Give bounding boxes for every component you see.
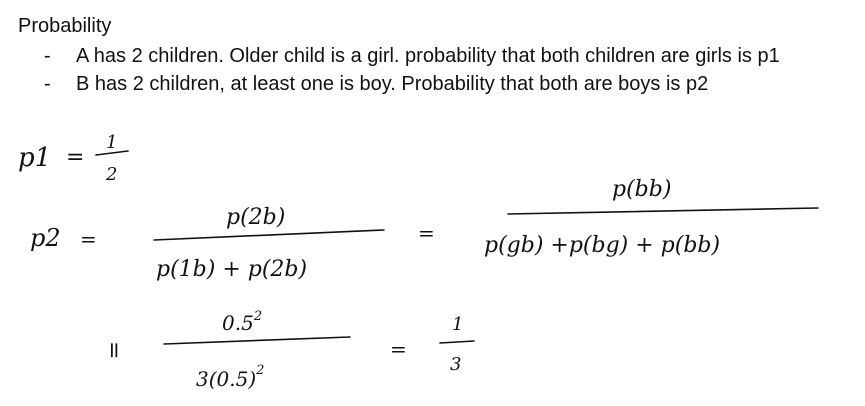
problem-item-a: - A has 2 children. Older child is a girl. probability that both children are girls is p1: [40, 42, 780, 70]
p2-equals: =: [80, 227, 97, 251]
p1-numerator: 1: [106, 132, 118, 153]
fraction3-denominator: $3(0.5)^2$: [196, 363, 265, 391]
p1-denominator: 2: [106, 164, 118, 185]
p2-label: p2: [30, 224, 61, 252]
fraction3-bar: [164, 337, 350, 344]
problem-item-b: - B has 2 children, at least one is boy. Probability that both are boys is p2: [40, 70, 780, 98]
middle-equals: =: [418, 221, 435, 245]
line3-equals: =: [101, 341, 126, 360]
p1-label: p1: [18, 143, 52, 173]
result-denominator: 3: [450, 354, 462, 375]
final-equals: =: [390, 337, 407, 361]
fraction1-numerator: p(2b): [226, 205, 286, 230]
fraction2-bar: [508, 208, 818, 214]
result-numerator: 1: [452, 314, 464, 335]
page-title: Probability: [18, 15, 112, 37]
fraction1-bar: [154, 230, 384, 240]
fraction2-denominator: p(gb) +p(bg) + p(bb): [484, 233, 721, 258]
fraction2-numerator: p(bb): [612, 177, 672, 202]
fraction3-numerator: $0.5^2$: [222, 309, 263, 335]
fraction1-denominator: p(1b) + p(2b): [156, 257, 308, 282]
result-fraction-bar: [440, 341, 474, 343]
p1-equals: =: [66, 145, 85, 170]
